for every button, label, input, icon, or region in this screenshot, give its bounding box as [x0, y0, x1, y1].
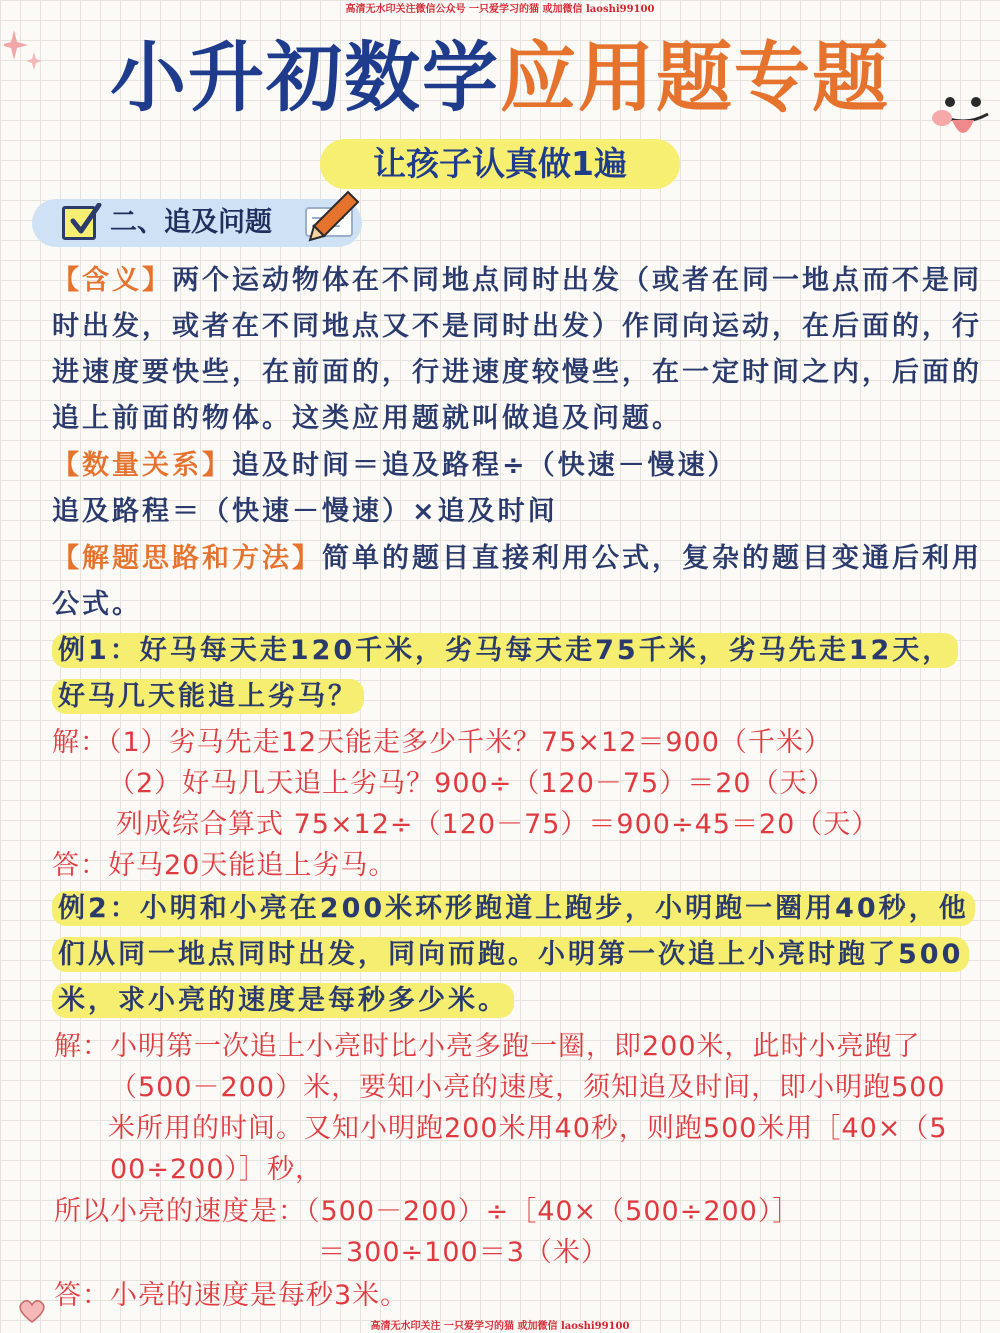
example-2-solution-line-4: 00÷200）］秒， — [110, 1154, 324, 1185]
example-1-step-1: 解：（1）劣马先走12天能走多少千米？75×12＝900（千米） — [52, 727, 832, 758]
example-1-answer: 答：好马20天能追上劣马。 — [52, 850, 397, 881]
example-2-solution-line-1: 解：小明第一次追上小亮时比小亮多跑一圈，即200米，此时小亮跑了 — [54, 1031, 921, 1062]
example-2-answer: 答：小亮的速度是每秒3米。 — [54, 1280, 409, 1311]
method-tag: 【解题思路和方法】 — [52, 543, 322, 574]
watermark-bottom: 高清无水印关注 一只爱学习的猫 或加微信 laoshi99100 — [370, 1321, 630, 1332]
tongue-face-icon — [930, 88, 996, 152]
example-2-speed-line-2: ＝300÷100＝3（米） — [318, 1237, 609, 1268]
example-2-solution-line-3: 米所用的时间。又知小明跑200米用40秒，则跑500米用［40×（5 — [108, 1113, 948, 1144]
checkbox-icon — [62, 206, 96, 240]
subtitle-banner: 让孩子认真做1遍 — [320, 139, 680, 189]
example-1-question — [52, 628, 982, 720]
title-part-1: 小升初数学 — [110, 33, 500, 122]
pencil-icon — [296, 186, 366, 246]
relation-tag: 【数量关系】 — [52, 450, 232, 481]
meaning-paragraph — [52, 258, 982, 442]
watermark-top: 高清无水印关注微信公众号 一只爱学习的猫 或加微信 laoshi99100 — [345, 4, 655, 15]
relation-line-1 — [52, 443, 982, 489]
example-2-question — [52, 886, 982, 1024]
meaning-tag: 【含义】 — [52, 265, 172, 296]
relation-line-2: 追及路程＝（快速－慢速）×追及时间 — [52, 496, 558, 527]
meaning-text: 两个运动物体在不同地点同时出发（或者在同一地点而不是同时出发，或者在不同地点又不是同时出发）作同向运动，在后面的，行进速度要快些，在前面的，行进速度较慢些，在一定时间之内，后面的追上前面的物体。这类应用题就叫做追及问题。 — [52, 265, 982, 434]
example-1-step-3: 列成综合算式 75×12÷（120－75）＝900÷45＝20（天） — [116, 809, 880, 840]
relation-formula-1: 追及时间＝追及路程÷（快速－慢速） — [232, 450, 738, 481]
section-title: 二、追及问题 — [110, 207, 272, 238]
example-2-solution-line-2: （500－200）米，要知小亮的速度，须知追及时间，即小明跑500 — [110, 1072, 946, 1103]
example-1-question-text: 例1：好马每天走120千米，劣马每天走75千米，劣马先走12天，好马几天能追上劣马？ — [52, 633, 958, 714]
page-title — [0, 28, 1000, 128]
example-2-speed-line-1: 所以小亮的速度是：（500－200）÷［40×（500÷200）］ — [54, 1196, 801, 1227]
example-2-question-text: 例2：小明和小亮在200米环形跑道上跑步，小明跑一圈用40秒，他们从同一地点同时出发，同向而跑。小明第一次追上小亮时跑了500米，求小亮的速度是每秒多少米。 — [52, 891, 975, 1018]
example-1-step-2: （2）好马几天追上劣马？900÷（120－75）＝20（天） — [108, 768, 836, 799]
method-text: 简单的题目直接利用公式，复杂的题目变通后利用公式。 — [52, 543, 982, 620]
method-paragraph — [52, 536, 982, 628]
title-part-2: 应用题专题 — [500, 33, 890, 122]
